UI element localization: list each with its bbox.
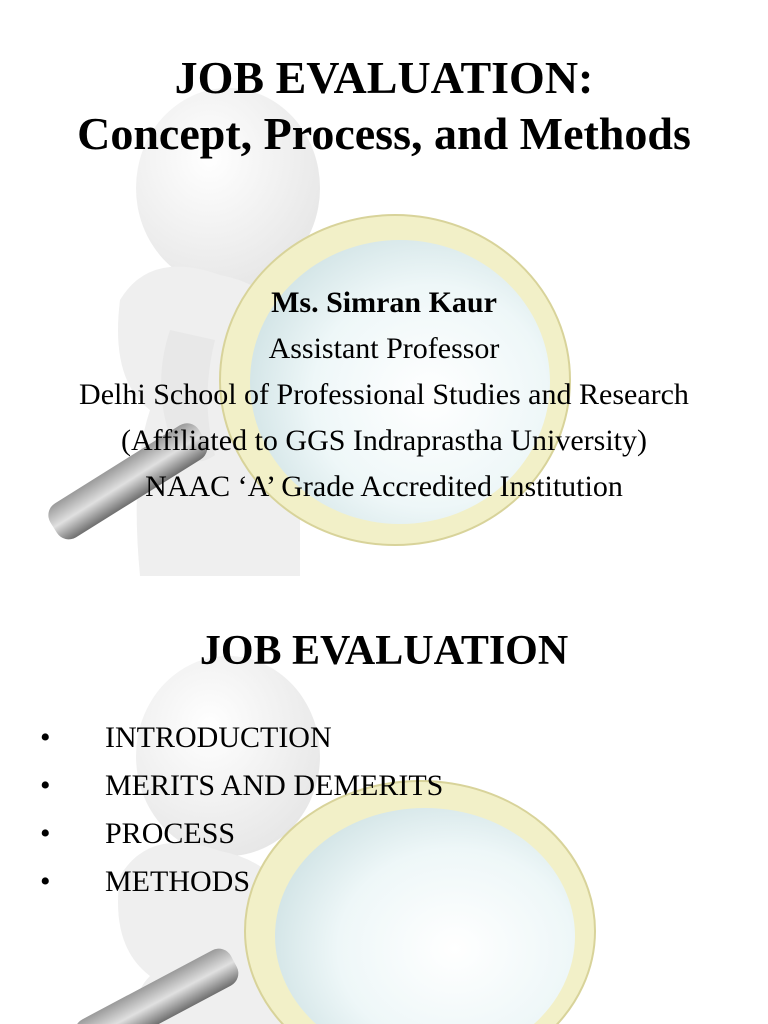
institution-name: Delhi School of Professional Studies and Research [79, 378, 689, 411]
agenda-slide [0, 576, 768, 1024]
title-line-2: Concept, Process, and Methods [77, 108, 691, 159]
list-item: • METHODS [40, 858, 443, 906]
list-item: • MERITS AND DEMERITS [40, 762, 443, 810]
bullet-icon: • [40, 865, 51, 898]
bullet-icon: • [40, 721, 51, 754]
presenter-designation: Assistant Professor [268, 332, 500, 365]
affiliation: (Affiliated to GGS Indraprastha University) [121, 424, 647, 457]
slide-title: JOB EVALUATION [199, 628, 569, 674]
bullet-icon: • [40, 817, 51, 850]
list-item: • PROCESS [40, 810, 443, 858]
agenda-list [40, 714, 443, 906]
slide-title [0, 50, 768, 162]
bullet-icon: • [40, 769, 51, 802]
title-line-1: JOB EVALUATION: [174, 52, 594, 103]
presenter-info [0, 280, 768, 510]
accreditation: NAAC ‘A’ Grade Accredited Institution [145, 470, 623, 503]
list-item: • INTRODUCTION [40, 714, 443, 762]
presenter-name: Ms. Simran Kaur [271, 286, 497, 319]
